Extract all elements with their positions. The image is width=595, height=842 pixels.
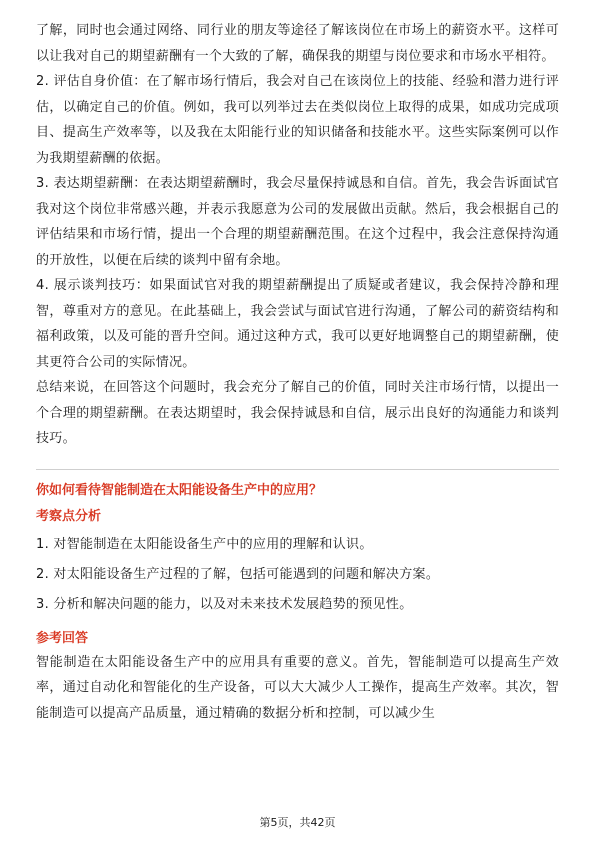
page-number-footer: 第5页，共42页 [259,816,336,829]
document-page [36,18,559,726]
analysis-point: 1. 对智能制造在太阳能设备生产中的应用的理解和认识。 [36,536,373,552]
question-heading: 你如何看待智能制造在太阳能设备生产中的应用？ [36,482,323,498]
body-paragraph: 2. 评估自身价值：在了解市场行情后，我会对自己在该岗位上的技能、经验和潜力进行评估，以确定自己的价值。例如，我可以列举过去在类似岗位上取得的成果，如成功完成项目、提高生产效率等，以及我在太阳能行业的知识储备和技能水平。这些实际案例可以作为我期望薪酬的依据。 [36,74,559,166]
answer-paragraph: 智能制造在太阳能设备生产中的应用具有重要的意义。首先，智能制造可以提高生产效率，通过自动化和智能化的生产设备，可以大大减少人工操作，提高生产效率。其次，智能制造可以提高产品质量，通过精确的数据分析和控制，可以减少生 [36,654,559,721]
body-paragraph: 了解，同时也会通过网络、同行业的朋友等途径了解该岗位在市场上的薪资水平。这样可以让我对自己的期望薪酬有一个大致的了解，确保我的期望与岗位要求和市场水平相符。 [36,23,559,64]
analysis-point: 2. 对太阳能设备生产过程的了解，包括可能遇到的问题和解决方案。 [36,566,440,582]
body-paragraph: 3. 表达期望薪酬：在表达期望薪酬时，我会尽量保持诚恳和自信。首先，我会告诉面试官我对这个岗位非常感兴趣，并表示我愿意为公司的发展做出贡献。然后，我会根据自己的评估结果和市场行情，提出一个合理的期望薪酬范围。在这个过程中，我会注意保持沟通的开放性，以便在后续的谈判中留有余地。 [36,176,559,268]
section-divider [36,469,559,470]
analysis-heading: 考察点分析 [36,508,102,524]
summary-paragraph: 总结来说，在回答这个问题时，我会充分了解自己的价值，同时关注市场行情，以提出一个合理的期望薪酬。在表达期望时，我会保持诚恳和自信，展示出良好的沟通能力和谈判技巧。 [36,380,559,446]
answer-heading: 参考回答 [36,630,89,646]
body-paragraph: 4. 展示谈判技巧：如果面试官对我的期望薪酬提出了质疑或者建议，我会保持冷静和理智，尊重对方的意见。在此基础上，我会尝试与面试官进行沟通，了解公司的薪资结构和福利政策，以及可能的晋升空间。通过这种方式，我可以更好地调整自己的期望薪酬，使其更符合公司的实际情况。 [36,278,559,370]
analysis-point: 3. 分析和解决问题的能力，以及对未来技术发展趋势的预见性。 [36,596,413,612]
